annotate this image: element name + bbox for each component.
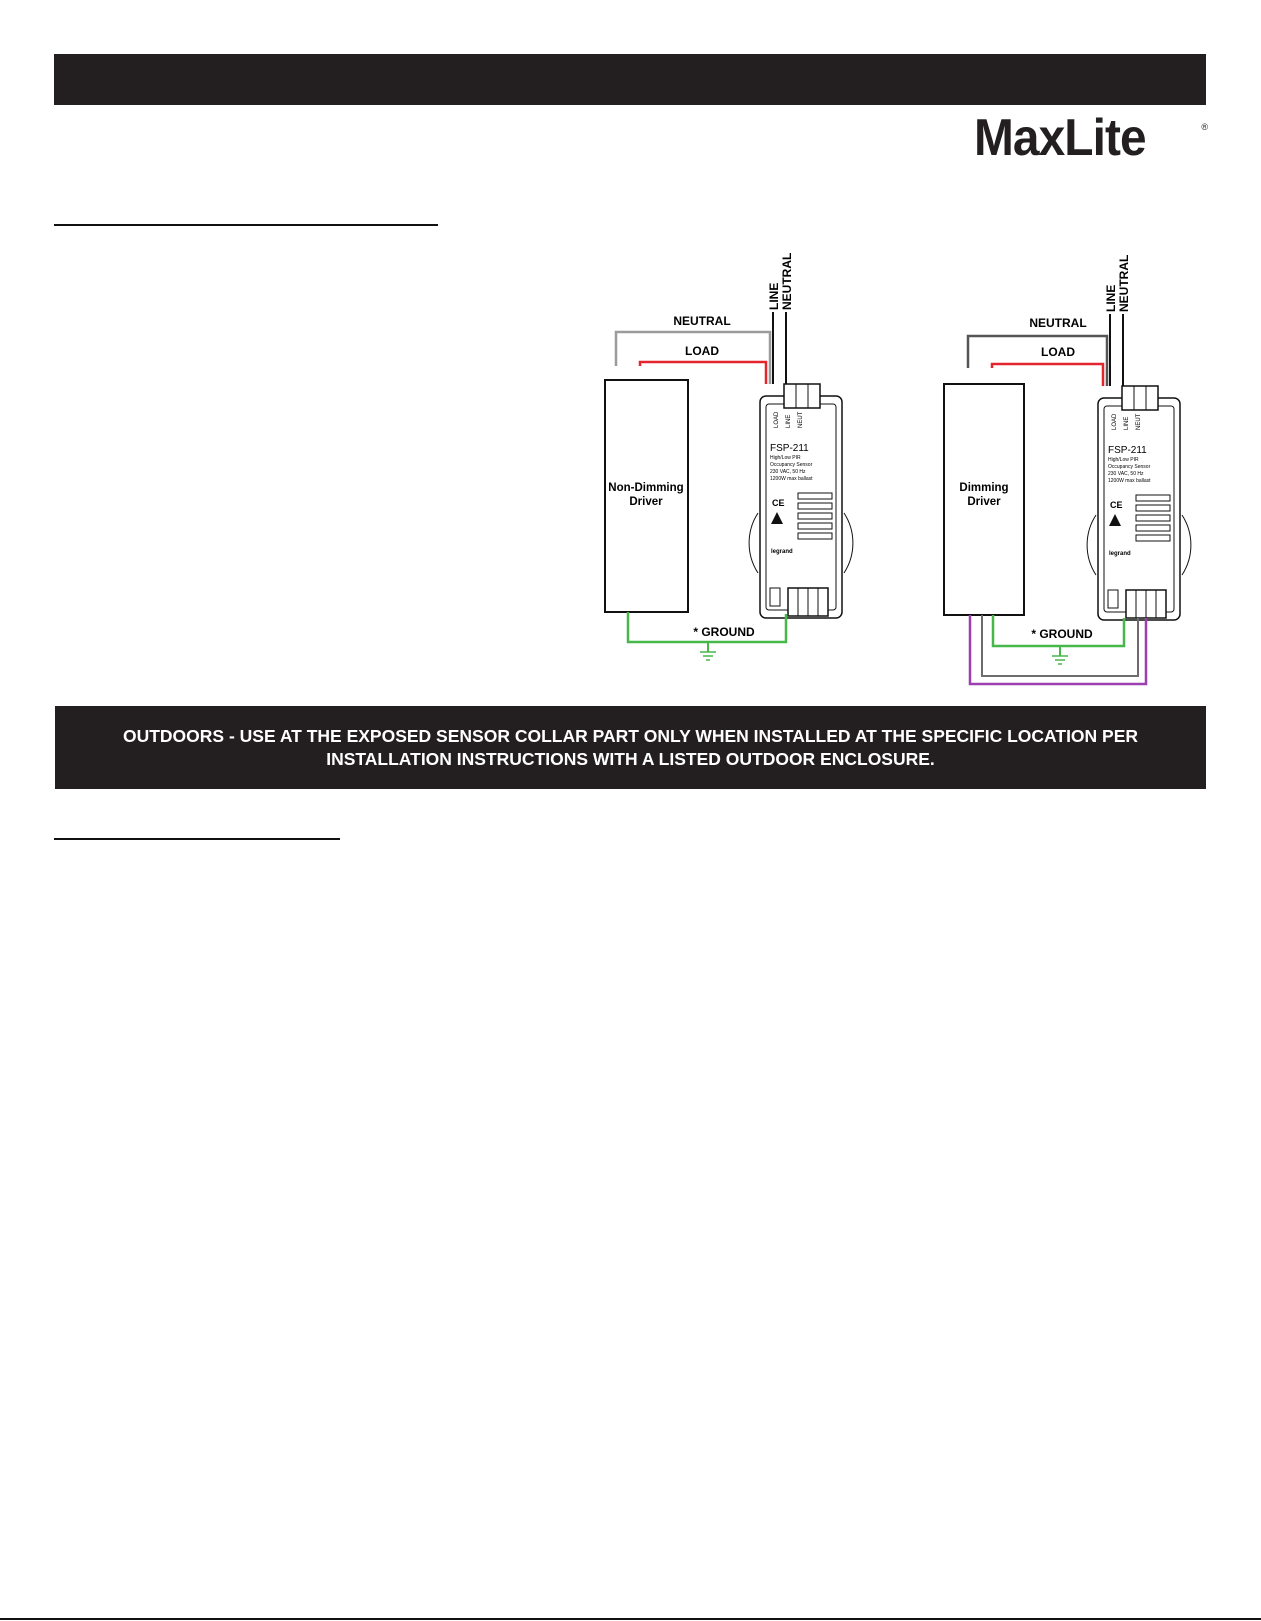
right-sensor-desc-1: High/Low PIR bbox=[1108, 457, 1139, 463]
page-bottom-border bbox=[0, 1618, 1261, 1620]
outdoor-notice-text: OUTDOORS - USE AT THE EXPOSED SENSOR COLLAR PART ONLY WHEN INSTALLED AT THE SPECIFIC LOCATION PER INSTALLATION INSTRUCTIONS WITH A LISTED OUTDOOR ENCLOSURE. bbox=[122, 725, 1139, 769]
right-sensor-lens-arc bbox=[1087, 515, 1096, 575]
right-line-label: LINE bbox=[1104, 284, 1118, 312]
right-load-wire bbox=[992, 364, 1103, 386]
left-terminal-load: LOAD bbox=[774, 411, 780, 428]
left-neutral-wire bbox=[616, 332, 770, 384]
left-driver-label-2: Driver bbox=[629, 496, 663, 508]
left-ground-symbol-icon bbox=[700, 652, 716, 660]
left-sensor-lens-arc-right bbox=[844, 513, 853, 573]
section-heading-underline bbox=[54, 224, 438, 226]
left-wiring-diagram bbox=[605, 253, 853, 660]
left-sensor-desc-3: 230 VAC, 50 Hz bbox=[770, 469, 806, 475]
left-terminal-neut: NEUT bbox=[798, 411, 804, 428]
logo-text: MaxLite bbox=[974, 109, 1146, 167]
maxlite-logo bbox=[974, 109, 1208, 167]
left-neutral-wire-label: NEUTRAL bbox=[673, 314, 731, 328]
registered-mark: ® bbox=[1201, 122, 1208, 132]
left-ground-label: * GROUND bbox=[693, 625, 755, 639]
left-ce-mark-icon: CE bbox=[772, 498, 785, 508]
right-terminal-line: LINE bbox=[1124, 416, 1130, 430]
left-terminal-line: LINE bbox=[786, 414, 792, 428]
left-sensor-lens-arc bbox=[749, 513, 758, 573]
wiring-diagram bbox=[590, 248, 1210, 690]
right-terminal-load: LOAD bbox=[1112, 413, 1118, 430]
left-load-wire-label: LOAD bbox=[685, 344, 719, 358]
outdoor-notice-banner bbox=[55, 706, 1206, 789]
left-top-terminal-block bbox=[784, 384, 820, 408]
left-sensor-desc-4: 1200W max ballast bbox=[770, 476, 813, 482]
right-ground-label: * GROUND bbox=[1031, 627, 1093, 641]
right-sensor-lens-arc-right bbox=[1182, 515, 1191, 575]
left-sensor-desc-2: Occupancy Sensor bbox=[770, 462, 813, 468]
right-ground-symbol-icon bbox=[1052, 656, 1068, 664]
right-sensor-desc-4: 1200W max ballast bbox=[1108, 478, 1151, 484]
right-ce-mark-icon: CE bbox=[1110, 500, 1123, 510]
right-neutral-label: NEUTRAL bbox=[1117, 254, 1131, 312]
left-sensor-desc-1: High/Low PIR bbox=[770, 455, 801, 461]
left-sensor-model: FSP-211 bbox=[770, 443, 809, 454]
right-neutral-wire bbox=[968, 336, 1107, 386]
right-driver-label-2: Driver bbox=[967, 496, 1001, 508]
left-neutral-label: NEUTRAL bbox=[780, 252, 794, 310]
left-sensor-brand: legrand bbox=[771, 549, 793, 555]
right-load-wire-label: LOAD bbox=[1041, 345, 1075, 359]
header-bar bbox=[54, 54, 1206, 105]
section-heading-underline-2 bbox=[54, 838, 340, 840]
left-line-label: LINE bbox=[767, 282, 781, 310]
right-top-terminal-block bbox=[1122, 386, 1158, 410]
right-sensor-desc-2: Occupancy Sensor bbox=[1108, 464, 1151, 470]
right-driver-label-1: Dimming bbox=[959, 482, 1009, 494]
left-driver-label-1: Non-Dimming bbox=[608, 482, 684, 494]
right-sensor-desc-3: 230 VAC, 50 Hz bbox=[1108, 471, 1144, 477]
right-dim-purple-wire bbox=[970, 615, 1146, 684]
right-sensor-model: FSP-211 bbox=[1108, 445, 1147, 456]
right-wiring-diagram bbox=[944, 255, 1191, 684]
right-terminal-neut: NEUT bbox=[1136, 413, 1142, 430]
right-neutral-wire-label: NEUTRAL bbox=[1029, 316, 1087, 330]
right-sensor-brand: legrand bbox=[1109, 551, 1131, 557]
